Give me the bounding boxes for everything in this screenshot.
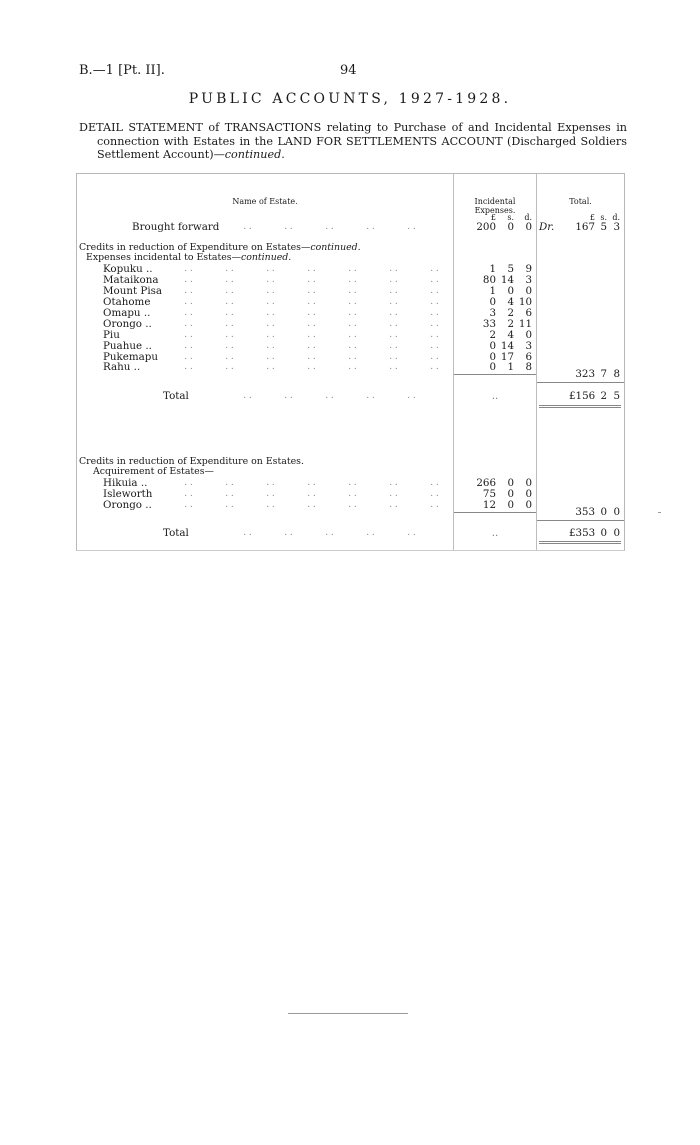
incidental-amount: 0 1 8 [489, 361, 532, 373]
column-header-name: Name of Estate. [232, 197, 298, 206]
page-number: 94 [340, 63, 357, 78]
brought-forward-total: Dr. 167 5 3 [539, 221, 620, 233]
section2-subtotal: 353 0 0 [575, 506, 620, 518]
estate-name: Kopuku .. [103, 263, 153, 275]
incidental-amount: 80 14 3 [482, 274, 532, 286]
leader-dots: . . . . . . . . . . . . . . [184, 500, 439, 510]
brought-forward-incidental: 200 0 0 [476, 221, 532, 233]
section1-total-incidental: .. [491, 390, 499, 402]
incidental-amount: 33 2 11 [482, 318, 532, 330]
leader-dots: . . . . . . . . . . . . . . [184, 275, 439, 285]
estate-name: Piu [103, 329, 120, 341]
leader-dots: . . . . . . . . . . . . . . [184, 489, 439, 499]
leader-dots: . . . . . . . . . . [243, 528, 416, 538]
column-header-total: Total. [569, 197, 592, 206]
column-header-incidental: Incidental Expenses. [474, 197, 516, 215]
estate-name: Rahu .. [103, 361, 141, 373]
leader-dots: . . . . . . . . . . . . . . [184, 286, 439, 296]
section2-total: £353 0 0 [569, 527, 620, 539]
leader-dots: . . . . . . . . . . . . . . [184, 478, 439, 488]
leader-dots: . . . . . . . . . . [243, 222, 416, 232]
incidental-amount: 1 0 0 [489, 285, 532, 297]
incidental-amount: 1 5 9 [489, 263, 532, 275]
incidental-amount: 12 0 0 [482, 499, 532, 511]
margin-mark [658, 512, 661, 513]
column-divider [536, 174, 537, 550]
page-title: PUBLIC ACCOUNTS, 1927-1928. [188, 91, 512, 107]
leader-dots: . . . . . . . . . . . . . . [184, 264, 439, 274]
double-rule [539, 407, 621, 408]
subtotal-rule [454, 374, 536, 375]
subtotal-rule [454, 512, 536, 513]
section1-heading: Credits in reduction of Expenditure on Estates—continued. [79, 242, 361, 253]
section1-subheading: Expenses incidental to Estates—continued. [86, 252, 292, 263]
double-rule [539, 405, 621, 406]
estate-name: Isleworth [103, 488, 153, 500]
total-rule [537, 382, 624, 383]
leader-dots: . . . . . . . . . . . . . . [184, 341, 439, 351]
leader-dots: . . . . . . . . . . . . . . [184, 362, 439, 372]
estate-name: Omapu .. [103, 307, 151, 319]
estate-name: Mount Pisa [103, 285, 163, 297]
estate-name: Orongo .. [103, 499, 152, 511]
incidental-amount: 75 0 0 [482, 488, 532, 500]
statement-subtitle [79, 121, 627, 162]
section2-heading: Credits in reduction of Expenditure on Estates. [79, 456, 304, 467]
report-reference: B.—1 [Pt. II]. [79, 63, 165, 78]
footer-rule [288, 1013, 408, 1014]
section1-total-label: Total [163, 390, 189, 402]
incidental-amount: 2 4 0 [489, 329, 532, 341]
leader-dots: . . . . . . . . . . [243, 391, 416, 401]
incidental-units: £ s. d. [490, 213, 532, 222]
estate-name: Otahome [103, 296, 151, 308]
incidental-amount: 3 2 6 [489, 307, 532, 319]
leader-dots: . . . . . . . . . . . . . . [184, 352, 439, 362]
estate-name: Orongo .. [103, 318, 152, 330]
section2-total-label: Total [163, 527, 189, 539]
total-units: £ s. d. [589, 213, 620, 222]
leader-dots: . . . . . . . . . . . . . . [184, 297, 439, 307]
estate-name: Puahue .. [103, 340, 152, 352]
incidental-amount: 0 4 10 [489, 296, 532, 308]
section2-total-incidental: .. [491, 527, 499, 539]
leader-dots: . . . . . . . . . . . . . . [184, 308, 439, 318]
brought-forward-label: Brought forward [132, 221, 220, 233]
section2-subheading: Acquirement of Estates— [93, 466, 214, 477]
incidental-amount: 266 0 0 [476, 477, 532, 489]
estate-name: Mataikona [103, 274, 159, 286]
leader-dots: . . . . . . . . . . . . . . [184, 319, 439, 329]
incidental-amount: 0 14 3 [489, 340, 532, 352]
section1-subtotal: 323 7 8 [575, 368, 620, 380]
section1-total: £156 2 5 [569, 390, 620, 402]
estate-name: Pukemapu [103, 351, 159, 363]
total-rule [537, 520, 624, 521]
double-rule [539, 543, 621, 544]
estate-name: Hikuia .. [103, 477, 148, 489]
leader-dots: . . . . . . . . . . . . . . [184, 330, 439, 340]
double-rule [539, 541, 621, 542]
incidental-amount: 0 17 6 [489, 351, 532, 363]
subtitle-continued: continued. [224, 148, 285, 162]
transactions-table [76, 173, 625, 551]
subtitle-text: DETAIL STATEMENT of TRANSACTIONS relating to Purchase of and Incidental Expenses in connection with Estates in the LAND FOR SETTLEMENTS ACCOUNT (Discharged Soldiers Settlement Account)— [79, 121, 627, 162]
